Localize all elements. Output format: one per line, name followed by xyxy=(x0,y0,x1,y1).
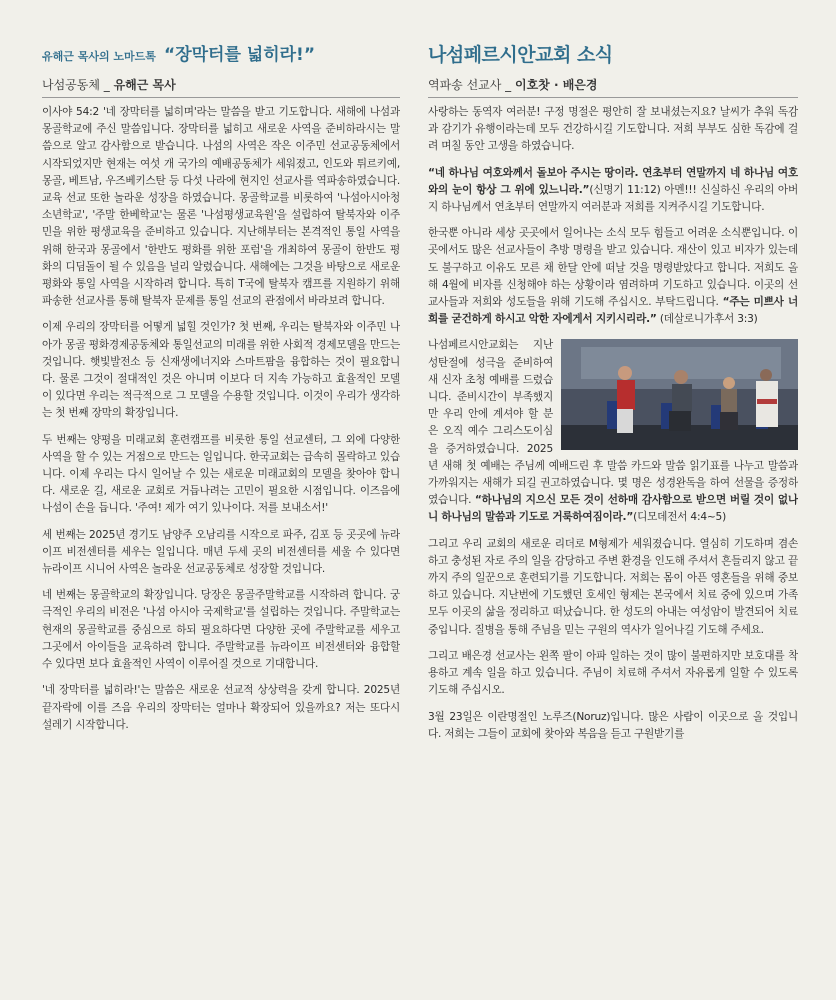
paragraph: 이사야 54:2 '네 장막터를 넓히며'라는 말씀을 받고 기도합니다. 새해에 나섬과 몽골학교에 주신 말씀입니다. 장막터를 넓히고 새로운 사역을 준비하라시는 말씀으로 알고 감사함으로 받습니다. 나섬의 사역은 작은 이주민 선교공동체에서 시작되었지만 현재는 여섯 개 국가의 예배공동체가 세워졌고, 인도와 튀르키예, 몽골, 베트남, 우즈베키스탄 등 다섯 나라에 현지인 선교사를 역파송하였습니다. 교육 선교 또한 놀라운 성장을 하였습니다. 몽골학교를 비롯하여 '나섬아시아청소년학교', '주말 한베학교'는 물론 '나섬평생교육원'을 설립하여 탈북자와 이주민을 위한 평생교육을 준비하고 있습니다. 지난해부터는 본격적인 통일 사역을 위해 한국과 몽골에서 '한반도 평화를 위한 포럼'을 개최하여 몽골이 한반도 평화의 디딤돌이 될 수 있음을 널리 알렸습니다. 새해에는 그것을 바탕으로 새로운 평화와 통일 사역을 시작하려 합니다. 특히 T국에 탈북자 캠프를 지원하기 위해 파송한 선교사를 통해 탈북자 문제를 통일 선교의 관점에서 바라보려 합니다. xyxy=(42,106,400,308)
christmas-play-photo xyxy=(561,339,798,450)
paragraph: 이제 우리의 장막터를 어떻게 넓힐 것인가? 첫 번째, 우리는 탈북자와 이주민 나아가 몽골 평화경제공동체와 통일선교의 미래를 위한 사회적 경제모델을 만드는 것입니다. 햇빛발전소 등 신재생에너지와 스마트팜을 융합하는 것이 필요합니다. 물론 그것이 절대적인 것은 아니며 이보다 더 지속 가능하고 효율적인 모델이 있다면 우리는 적극적으로 그 모델을 수용할 것입니다. 이것이 우리가 생각하는 첫 번째 장막의 확장입니다. xyxy=(42,321,400,420)
paragraph-text: 나섬페르시안교회는 지난 성탄절에 성극을 준비하여 새 신자 초청 예배를 드렸습니다. 준비시간이 부족했지만 우리 안에 계셔야 할 분은 오직 예수 그리스도이심을 증거하였습니다. 2025년 새해 첫 예배는 주님께 예배드린 후 말씀 카드와 말씀 읽기표를 나누고 말씀과 가까워지는 새해가 되길 권고하였습니다. 몇 명은 성경완독을 하여 선물을 증정하였습니다. xyxy=(428,339,798,507)
article-title: “장막터를 넓히라!” xyxy=(164,45,315,65)
paragraph: 그리고 배은경 선교사는 왼쪽 팔이 아파 일하는 것이 많이 불편하지만 보호대를 착용하고 계속 일을 하고 있습니다. 주님이 치료해 주셔서 자유롭게 일할 수 있도록 기도해 주십시오. xyxy=(428,649,798,697)
byline-author: 유해근 목사 xyxy=(113,78,176,92)
byline-org: 나섬공동체 _ xyxy=(42,78,114,92)
paragraph-text: 한국뿐 아니라 세상 곳곳에서 일어나는 소식 모두 힘들고 어려운 소식뿐입니다. 이곳에서도 많은 선교사들이 추방 명령을 받고 있습니다. 재산이 있고 비자가 있는데도 불구하고 이유도 모른 채 한달 안에 떠날 것을 명령받았다고 합니다. 저희도 올해 4월에 비자를 신청해야 하는 상황이라 염려하며 기도하고 있습니다. 이곳의 선교사들과 저희와 성도들을 위해 기도해 주십시오. 부탁드립니다. xyxy=(428,227,798,309)
paragraph: '네 장막터를 넓히라!'는 말씀은 새로운 선교적 상상력을 갖게 합니다. 2025년 끝자락에 이를 즈음 우리의 장막터는 얼마나 확장되어 있을까요? 저는 또다시 설레기 시작합니다. xyxy=(42,684,400,731)
right-article xyxy=(428,0,798,1000)
divider xyxy=(428,97,798,98)
verse-reference: (데살로니가후서 3:3) xyxy=(656,313,758,326)
paragraph-with-photo xyxy=(428,337,798,526)
right-body xyxy=(428,104,798,752)
left-title-row xyxy=(42,40,315,65)
left-byline xyxy=(42,76,176,93)
paragraph: 3월 23일은 이란명절인 노루즈(Noruz)입니다. 많은 사람이 이곳으로 올 것입니다. 저희는 그들이 교회에 찾아와 복음을 듣고 구원받기를 xyxy=(428,710,798,740)
verse-reference: (디모데전서 4:4~5) xyxy=(633,511,727,524)
bible-verse-paragraph xyxy=(428,165,798,217)
divider xyxy=(42,97,400,98)
paragraph: 두 번째는 양평을 미래교회 훈련캠프를 비롯한 통일 선교센터, 그 외에 다양한 사역을 할 수 있는 거점으로 만드는 일입니다. 한국교회는 급속히 몰락하고 있습니다. 이제 우리는 다시 일어날 수 있는 새로운 미래교회의 모델을 찾아야 합니다. 새로운 길, 새로운 교회로 거듭나려는 고민이 필요한 시점입니다. 이즈음에 나섬이 손을 듭니다. '주여! 제가 여기 있나이다. 저를 보내소서!' xyxy=(42,433,400,515)
verse-reference: (신명기 11:12) xyxy=(589,183,661,196)
bible-verse: “주는 미쁘사 너희를 굳건하게 하시고 악한 자에게서 지키시리라.” xyxy=(428,296,798,326)
right-title-row xyxy=(428,40,613,67)
byline-org: 역파송 선교사 _ xyxy=(428,78,515,92)
bible-verse: “네 하나님 여호와께서 돌보아 주시는 땅이라. 연초부터 연말까지 네 하나님 여호와의 눈이 항상 그 위에 있느니라.” xyxy=(428,166,798,196)
paragraph: 세 번째는 2025년 경기도 남양주 오남리를 시작으로 파주, 김포 등 곳곳에 뉴라이프 비전센터를 세우는 일입니다. 매년 두세 곳의 비전센터를 세울 수 있다면 뉴라이프 시니어 사역은 놀라운 선교공동체로 성장할 것입니다. xyxy=(42,528,400,576)
right-byline xyxy=(428,76,597,93)
bible-verse: “하나님의 지으신 모든 것이 선하매 감사함으로 받으면 버릴 것이 없나니 하나님의 말씀과 기도로 거룩하여짐이라.” xyxy=(428,494,798,524)
article-title: 나섬페르시안교회 소식 xyxy=(428,44,613,66)
paragraph-text: 아멘!!! 신실하신 우리의 아버지 하나님께서 연초부터 연말까지 여러분과 저희를 지켜주시길 기도합니다. xyxy=(428,183,798,214)
column-kicker: 유해근 목사의 노마드톡 xyxy=(42,50,156,63)
left-article xyxy=(42,0,400,1000)
paragraph: 사랑하는 동역자 여러분! 구정 명절은 평안히 잘 보내셨는지요? 날씨가 추워 독감과 감기가 유행이라는데 모두 건강하시길 기도합니다. 저희 부부도 심한 독감에 걸려 며칠 동안 고생을 하였습니다. xyxy=(428,106,798,153)
photo-frame xyxy=(561,339,798,450)
byline-author: 이호찻 · 배은경 xyxy=(515,78,598,92)
paragraph: 그리고 우리 교회의 새로운 리더로 M형제가 세워졌습니다. 열심히 기도하며 겸손하고 충성된 자로 주의 일을 감당하고 주변 환경을 인도해 주셔서 흔들리지 않고 끝까지 주의 일꾼으로 훈련되기를 기도합니다. 저희는 몸이 아픈 영혼들을 위해 중보하고 있습니다. 지난번에 기도했던 호세인 형제는 본국에서 치료 중에 있으며 가족 모두 이곳의 삶을 정리하고 떠났습니다. 한 성도의 아내는 여성암이 발견되어 치료 중입니다. 질병을 통해 주님을 믿는 구원의 역사가 일어나길 기도해 주세요. xyxy=(428,537,798,636)
paragraph xyxy=(428,225,798,328)
paragraph: 네 번째는 몽골학교의 확장입니다. 당장은 몽골주말학교를 시작하려 합니다. 궁극적인 우리의 비전은 '나섬 아시아 국제학교'를 설립하는 것입니다. 주말학교는 현재의 몽골학교를 중심으로 하되 필요하다면 다양한 곳에 주말학교를 세우고 그곳에서 아이들을 교육하려 합니다. 주말학교를 뉴라이프 비전센터와 융합할 수 있다면 보다 효율적인 사역이 이루어질 것으로 기대합니다. xyxy=(42,589,400,671)
left-body xyxy=(42,104,400,743)
